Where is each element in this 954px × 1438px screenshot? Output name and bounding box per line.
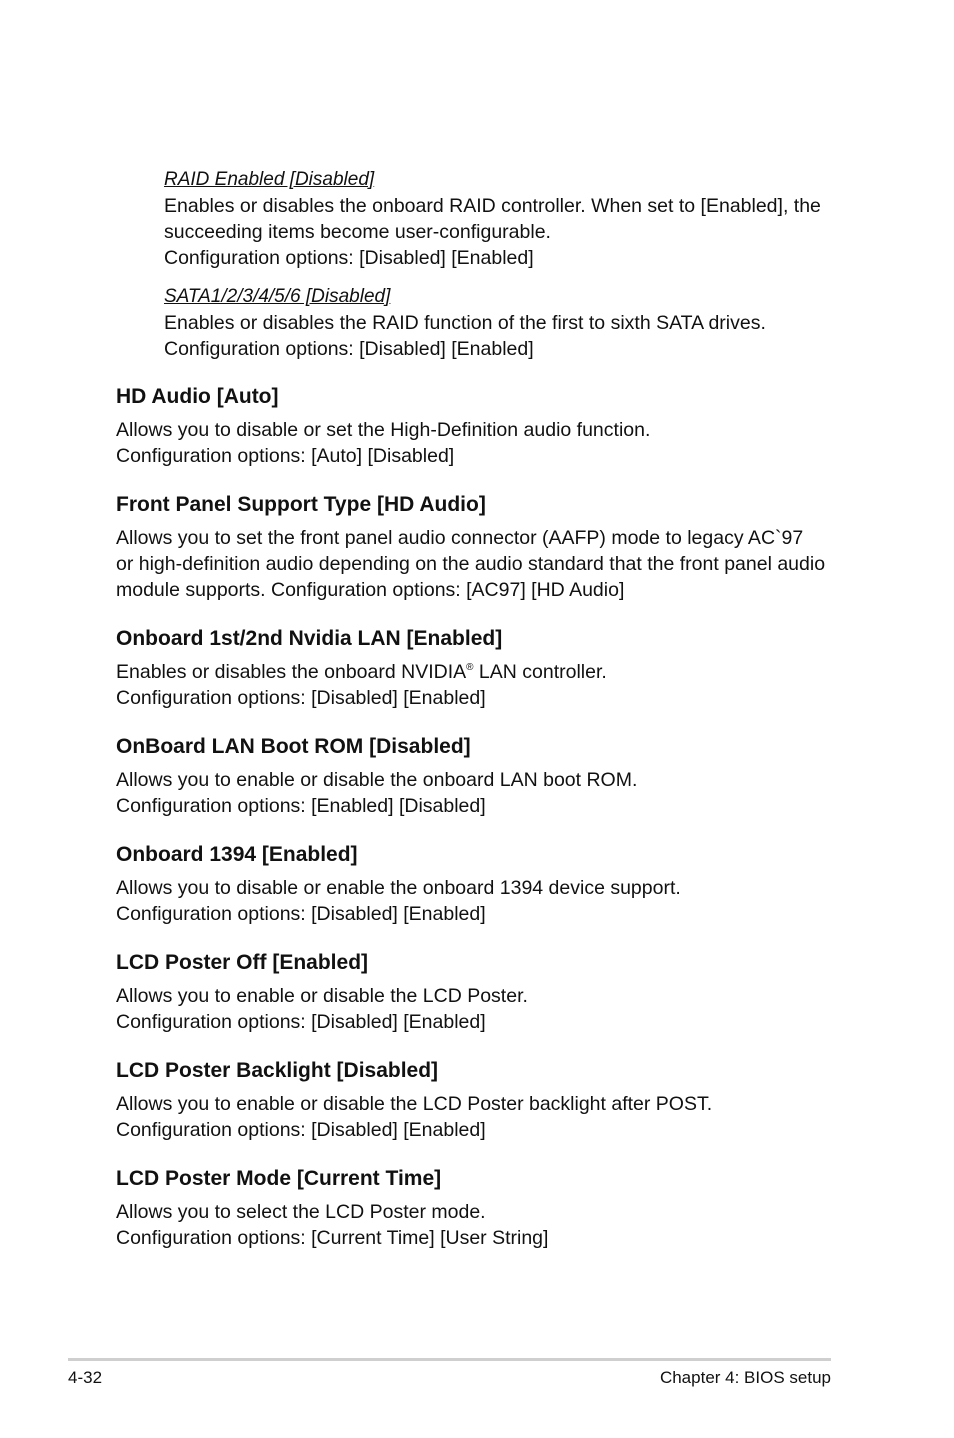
section-heading: Onboard 1st/2nd Nvidia LAN [Enabled] [116,627,503,650]
section-text: Allows you to enable or disable the LCD Poster. [116,985,528,1007]
section-lan-boot-rom [116,733,846,819]
section-heading: LCD Poster Mode [Current Time] [116,1167,442,1190]
section-text: Configuration options: [Enabled] [Disabled] [116,795,486,817]
subitem-text: Enables or disables the RAID function of the first to sixth SATA drives. [164,312,766,334]
section-text: or high-definition audio depending on the audio standard that the front panel audio [116,553,826,575]
section-text: Configuration options: [Disabled] [Enabled] [116,903,486,925]
subitem-sata [164,284,844,362]
section-heading: OnBoard LAN Boot ROM [Disabled] [116,735,471,758]
section-text: module supports. Configuration options: [AC97] [HD Audio] [116,579,625,601]
subitem-title: SATA1/2/3/4/5/6 [Disabled] [164,286,391,307]
section-lcd-poster-off [116,949,846,1035]
section-text: Configuration options: [Auto] [Disabled] [116,445,455,467]
section-text: Allows you to disable or set the High-Definition audio function. [116,419,651,441]
section-lcd-poster-backlight [116,1057,846,1143]
section-text: Configuration options: [Disabled] [Enabled] [116,1119,486,1141]
section-text: Allows you to enable or disable the onboard LAN boot ROM. [116,769,638,791]
page-number: 4-32 [68,1368,103,1387]
subitem-text: succeeding items become user-configurable. [164,221,551,243]
footer-divider [68,1358,831,1361]
section-heading: LCD Poster Off [Enabled] [116,951,369,974]
subitem-text: Configuration options: [Disabled] [Enabled] [164,247,534,269]
section-heading: HD Audio [Auto] [116,385,279,408]
section-onboard-1394 [116,841,846,927]
section-heading: LCD Poster Backlight [Disabled] [116,1059,439,1082]
section-text: Configuration options: [Current Time] [User String] [116,1227,549,1249]
section-lcd-poster-mode [116,1165,846,1251]
section-text-part: Enables or disables the onboard NVIDIA [116,661,467,683]
subitem-title: RAID Enabled [Disabled] [164,169,375,190]
subitem-text: Enables or disables the onboard RAID controller. When set to [Enabled], the [164,195,821,217]
subitem-raid-enabled [164,167,844,271]
section-hd-audio [116,383,846,469]
section-text: Configuration options: [Disabled] [Enabled] [116,1011,486,1033]
registered-mark: ® [466,662,474,673]
section-text: Allows you to set the front panel audio connector (AAFP) mode to legacy AC`97 [116,527,804,549]
section-text: Allows you to enable or disable the LCD Poster backlight after POST. [116,1093,713,1115]
section-nvidia-lan [116,625,846,711]
section-text-part: LAN controller. [473,661,607,683]
section-heading: Onboard 1394 [Enabled] [116,843,358,866]
section-text [116,659,846,685]
chapter-title: Chapter 4: BIOS setup [659,1368,831,1387]
section-heading: Front Panel Support Type [HD Audio] [116,493,486,516]
section-text: Allows you to select the LCD Poster mode. [116,1201,486,1223]
subitem-text: Configuration options: [Disabled] [Enabled] [164,338,534,360]
section-front-panel [116,491,846,603]
section-text: Allows you to disable or enable the onboard 1394 device support. [116,877,681,899]
section-text: Configuration options: [Disabled] [Enabled] [116,687,486,709]
